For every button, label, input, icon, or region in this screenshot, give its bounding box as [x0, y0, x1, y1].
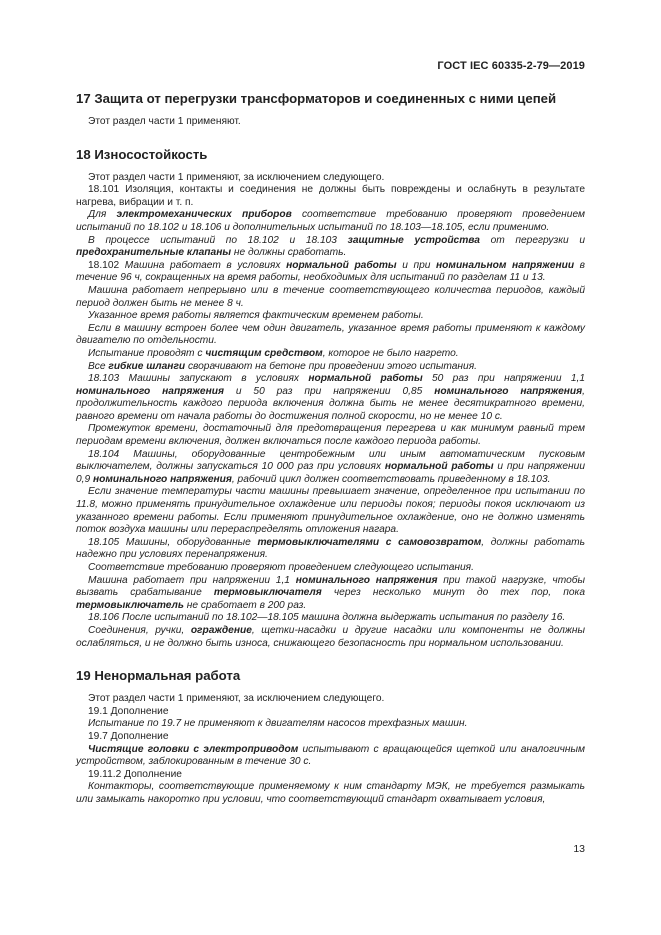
s19-paragraph-5: Чистящие головки с электроприводом испытывают с вращающейся щеткой или аналогичным устройством, заблокированным в течение 30 с. [76, 743, 585, 768]
s18-paragraph-9: Испытание проводят с чистящим средством, которое не было нагрето. [88, 347, 459, 359]
section-18-title: 18 Износостойкость [76, 146, 208, 162]
s19-subclause-19-1: 19.1 Дополнение [88, 705, 169, 717]
s18-paragraph-1: Этот раздел части 1 применяют, за исключением следующего. [88, 171, 385, 183]
page-number: 13 [573, 843, 585, 855]
s18-paragraph-18-105: 18.105 Машины, оборудованные термовыключателями с самовозвратом, должны работать надежно при условиях перенапряжения. [76, 536, 586, 561]
s18-paragraph-3: Для электромеханических приборов соответствие требованию проверяют проведением испытаний по 18.102 и 18.106 и дополнительных испытаний по 18.103—18.105, если применимо. [76, 209, 585, 233]
s19-paragraph-3: Испытание по 19.7 не применяют к двигателям насосов трехфазных машин. [88, 718, 468, 730]
s18-paragraph-8: Если в машину встроен более чем один двигатель, указанное время работы применяют к каждому двигателю по отдельности. [76, 322, 585, 347]
s18-paragraph-6: Машина работает непрерывно или в течение соответствующего количества периодов, каждый период должен быть не менее 8 ч. [76, 284, 585, 309]
s19-paragraph-1: Этот раздел части 1 применяют, за исключением следующего. [88, 693, 385, 705]
s18-paragraph-18-104: 18.104 Машины, оборудованные центробежным или иным автоматическим пусковым выключателем, должны запускаться 10 000 раз при условиях нормальной работы и при напряжении 0,9 номинального напряжения, рабочий цикл должен соответствовать приведенному в 18.103. [76, 448, 585, 485]
s19-subclause-19-7: 19.7 Дополнение [88, 730, 169, 742]
s18-paragraph-18-103: 18.103 Машины запускают в условиях нормальной работы 50 раз при напряжении 1,1 номинального напряжения и 50 раз при напряжении 0,85 номинального напряжения, продолжительность каждого периода включения должна быть не менее десятикратного времени, равного времени от начала работы до достижения полной скорости, но не менее 10 с. [76, 373, 586, 422]
s18-paragraph-12: Промежуток времени, достаточный для предотвращения перегрева и как минимум равный трем периодам времени включения, должен включаться после каждого периода работы. [76, 423, 585, 448]
s19-paragraph-7: Контакторы, соответствующие применяемому к ним стандарту МЭК, не требуется размыкать или замыкать накоротко при условии, что соответствующий стандарт охватывает условия, [76, 781, 585, 805]
s19-subclause-19-11-2: 19.11.2 Дополнение [88, 768, 182, 780]
section-19-title: 19 Ненормальная работа [76, 668, 241, 684]
section-17-title: 17 Защита от перегрузки трансформаторов и соединенных с ними цепей [76, 91, 557, 106]
s18-paragraph-16: Соответствие требованию проверяют проведением следующего испытания. [88, 562, 474, 573]
s18-paragraph-17: Машина работает при напряжении 1,1 номинального напряжения при такой нагрузке, чтобы вызвать срабатывание термовыключателя через несколько минут до тех пор, пока термовыключатель не сработает в 200 раз. [76, 574, 585, 611]
s18-paragraph-18-102: 18.102 Машина работает в условиях нормальной работы и при номинальном напряжении в течение 96 ч, сокращенных на время работы, необходимых для испытаний по разделам 11 и 13. [76, 259, 585, 284]
s18-paragraph-7: Указанное время работы является фактическим временем работы. [88, 310, 424, 322]
s18-paragraph-18-101: 18.101 Изоляция, контакты и соединения не должны быть повреждены и ослабнуть в результате нагрева, вибрации и т. п. [76, 184, 585, 208]
s18-paragraph-4: В процессе испытаний по 18.102 и 18.103 защитные устройства от перегрузки и предохранительные клапаны не должны сработать. [76, 234, 585, 259]
document-header: ГОСТ IEC 60335-2-79—2019 [437, 60, 585, 72]
s18-paragraph-18-106: 18.106 После испытаний по 18.102—18.105 машина должна выдержать испытания по разделу 16. [88, 612, 566, 624]
s18-paragraph-19: Соединения, ручки, ограждение, щетки-насадки и другие насадки или компоненты не должны ослабляться, и не должно быть износа, снижающего безопасность при нормальном использовании. [76, 624, 585, 649]
section-17-paragraph: Этот раздел части 1 применяют. [88, 116, 241, 127]
document-body [76, 90, 585, 807]
s18-paragraph-14: Если значение температуры части машины превышает значение, определенное при испытании по 11.8, можно применять принудительное охлаждение или периоды покоя; периоды покоя исключают из указанного времени работы. Если применяют принудительное охлаждение, оно не должно изменять поток воздуха машины или перераспределять отложения нагара. [76, 486, 585, 536]
s18-paragraph-10: Все гибкие шланги сворачивают на бетоне при проведении этого испытания. [88, 360, 477, 372]
